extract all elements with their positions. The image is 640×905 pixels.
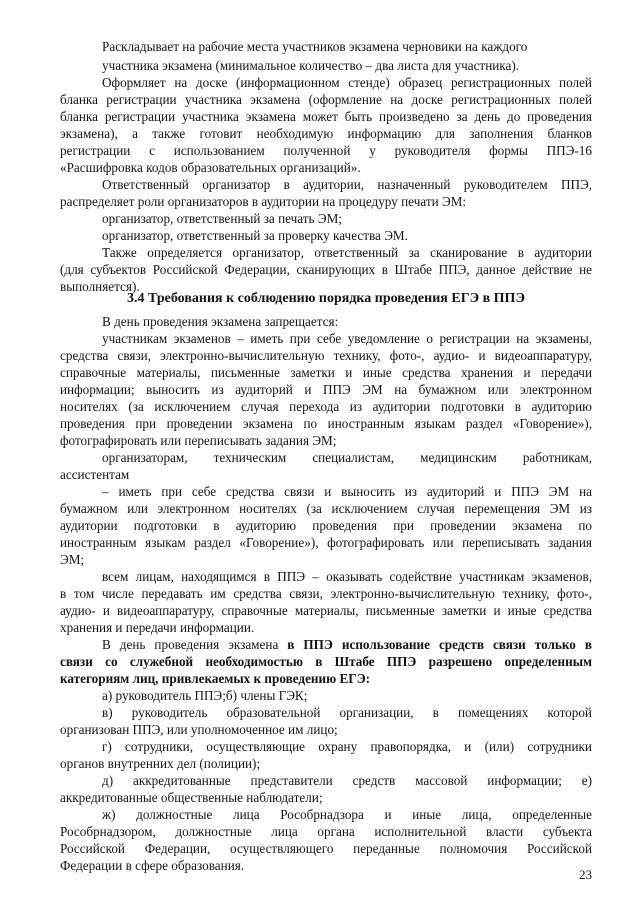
paragraph-line: выполняется). [60,279,140,294]
paragraph-line: организаторам, техническим специалистам, медицинским работникам, [102,450,592,465]
paragraph-line: Раскладывает на рабочие места участников экзамена черновики на каждого [102,39,528,54]
paragraph-line: проведения при проведении экзамена по иностранным языкам раздел «Говорение»), [60,416,592,431]
paragraph-text: В день проведения экзамена [102,637,288,652]
list-item: в) руководитель образовательной организации, в помещениях которой [102,705,592,720]
paragraph-line: Российской Федерации, осуществляющего переданные полномочия Российской [60,841,592,856]
paragraph-line: организатор, ответственный за печать ЭМ; [102,211,342,226]
paragraph-line: участникам экзаменов – иметь при себе уведомление о регистрации на экзамены, [102,331,592,346]
paragraph-line: В день проведения экзамена запрещается: [102,314,339,329]
paragraph-line: – иметь при себе средства связи и выносить из аудиторий и ППЭ ЭМ на [102,484,592,499]
paragraph-line: фотографировать или переписывать задания ЭМ; [60,433,337,448]
paragraph-line: иностранным языкам раздел «Говорение»), фотографировать или переписывать задания [60,535,592,550]
paragraph-line: аудитории подготовки в аудиторию проведения при проведении экзамена по [60,518,592,533]
paragraph-line-bold: связи со служебной необходимостью в Штабе ППЭ разрешено определенным [60,654,592,669]
list-item: д) аккредитованные представители средств массовой информации; е) [102,773,592,788]
paragraph-line: органов внутренних дел (полиции); [60,756,261,771]
paragraph-line: средства связи, электронно-вычислительную технику, фото-, аудио- и видеоаппаратуру, [60,348,592,363]
paragraph-line: Федерации в сфере образования. [60,858,245,873]
paragraph-line: организатор, ответственный за проверку качества ЭМ. [102,228,408,243]
paragraph-line: ассистентам [60,467,130,482]
paragraph-line: Ответственный организатор в аудитории, назначенный руководителем ППЭ, [102,177,592,192]
paragraph-line: справочные материалы, письменные заметки и иные средства хранения и передачи [60,365,592,380]
paragraph-line-bold: категориям лиц, привлекаемых к проведению ЕГЭ: [60,671,371,686]
paragraph-line: Оформляет на доске (информационном стенде) образец регистрационных полей [102,75,592,90]
paragraph-line: (для субъектов Российской Федерации, сканирующих в Штабе ППЭ, данное действие не [60,262,592,277]
paragraph-line: участника экзамена (минимальное количество – два листа для участника). [102,58,520,73]
page-number: 23 [579,867,592,882]
paragraph-line: ЭМ; [60,552,85,567]
paragraph-line: бланка регистрации участника экзамена (оформление на доске регистрационных полей [60,92,592,107]
paragraph-line: Также определяется организатор, ответственный за сканирование в аудитории [102,245,592,260]
paragraph-line: организован ППЭ, или уполномоченное им лицо; [60,722,338,737]
paragraph-line [102,636,592,653]
list-item: а) руководитель ППЭ;б) члены ГЭК; [102,688,308,703]
list-item: г) сотрудники, осуществляющие охрану правопорядка, и (или) сотрудники [102,739,592,754]
paragraph-line: «Расшифровка кодов образовательных организаций». [60,160,361,175]
paragraph-line: информации; выносить из аудиторий и ППЭ ЭМ на бумажном или электронном [60,382,592,397]
paragraph-line: аккредитованные общественные наблюдатели; [60,790,323,805]
paragraph-line: распределяет роли организаторов в аудитории на процедуру печати ЭМ: [60,194,467,209]
list-item: ж) должностные лица Рособрнадзора и иные лица, определенные [102,807,592,822]
paragraph-line: бланка регистрации участника экзамена может быть произведено за день до проведения [60,109,592,124]
paragraph-line: регистрации с использованием полученной у руководителя формы ППЭ-16 [60,143,592,158]
paragraph-line: в том числе передавать им средства связи, электронно-вычислительную технику, фото-, [60,586,592,601]
paragraph-line: экзамена), а также готовит необходимую информацию для заполнения бланков [60,126,592,141]
paragraph-line: бумажном или электронном носителях (за исключением случая перемещения ЭМ из [60,501,592,516]
paragraph-line: Рособрнадзором, должностные лица органа исполнительной власти субъекта [60,824,592,839]
paragraph-line: всем лицам, находящимся в ППЭ – оказывать содействие участникам экзаменов, [102,569,592,584]
paragraph-line: носителях (за исключением случая перехода из аудитории подготовки в аудиторию [60,399,592,414]
section-heading: 3.4 Требования к соблюдению порядка проведения ЕГЭ в ППЭ [127,291,525,306]
paragraph-line: аудио- и видеоаппаратуру, справочные материалы, письменные заметки и иные средства [60,603,592,618]
bold-text: в ППЭ использование средств связи только в [287,637,592,652]
paragraph-line: хранения и передачи информации. [60,620,255,635]
